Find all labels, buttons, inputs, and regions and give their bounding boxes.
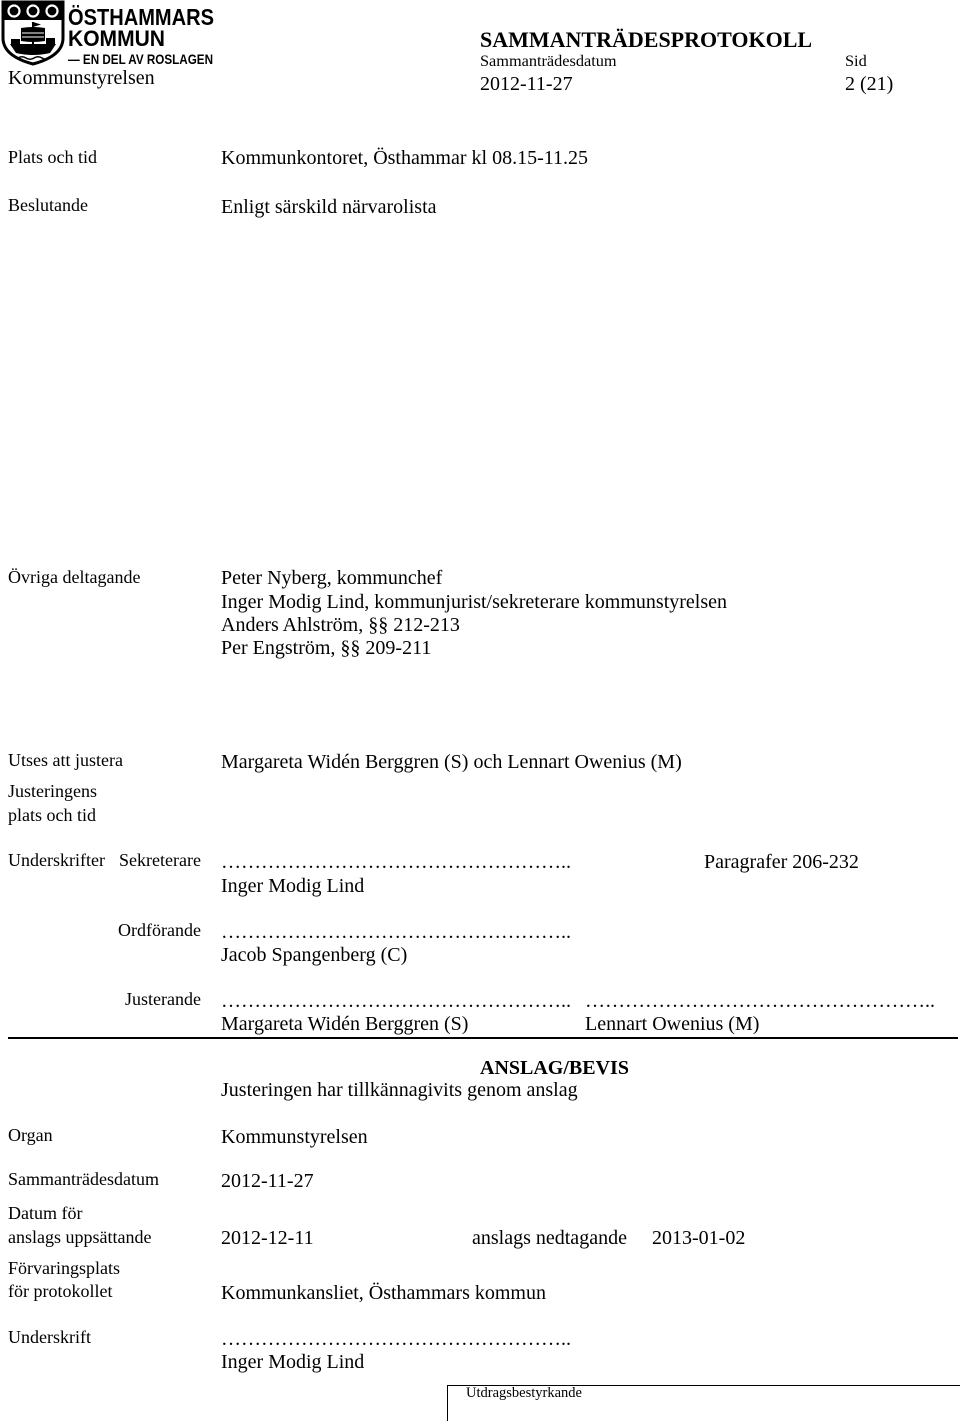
storage-label-line1: Förvaringsplats [8, 1258, 120, 1278]
notice-signature-line: …………………………………………….. [221, 1328, 571, 1350]
adjuster-name: Lennart Owenius (M) [585, 1013, 760, 1035]
notice-organ-label: Organ [8, 1125, 53, 1145]
storage-value: Kommunkansliet, Östhammars kommun [221, 1282, 546, 1304]
certification-box-left-border [447, 1385, 448, 1421]
adjuster-signature-line: …………………………………………….. [585, 990, 935, 1012]
posting-date-label-line1: Datum för [8, 1203, 83, 1223]
deciding-label: Beslutande [8, 195, 88, 215]
posting-date-value: 2012-12-11 [221, 1227, 314, 1249]
coat-of-arms-icon [3, 2, 63, 64]
notice-meeting-date-label: Sammanträdesdatum [8, 1169, 159, 1189]
other-participants-label: Övriga deltagande [8, 567, 141, 587]
municipality-logo [0, 0, 220, 70]
adjustment-place-label-line2: plats och tid [8, 805, 96, 825]
storage-label-line2: för protokollet [8, 1281, 113, 1301]
notice-signer-name: Inger Modig Lind [221, 1351, 365, 1373]
header-date-label: Sammanträdesdatum [480, 51, 617, 70]
notice-title: ANSLAG/BEVIS [480, 1057, 629, 1079]
secretary-name: Inger Modig Lind [221, 875, 365, 897]
posting-date-label-line2: anslags uppsättande [8, 1227, 152, 1247]
chair-name: Jacob Spangenberg (C) [221, 944, 408, 966]
header-organ: Kommunstyrelsen [8, 67, 155, 89]
appointed-adjusters-value: Margareta Widén Berggren (S) och Lennart Owenius (M) [221, 751, 682, 773]
place-time-value: Kommunkontoret, Östhammar kl 08.15-11.25 [221, 147, 588, 169]
participant-line: Inger Modig Lind, kommunjurist/sekreterare kommunstyrelsen [221, 591, 728, 613]
notice-meeting-date-value: 2012-11-27 [221, 1170, 314, 1192]
chair-signature-line: …………………………………………….. [221, 921, 571, 943]
adjuster-signature-line: …………………………………………….. [221, 990, 571, 1012]
secretary-role-label: Sekreterare [119, 850, 201, 870]
section-divider [8, 1037, 958, 1039]
adjusters-role-label: Justerande [125, 989, 201, 1009]
adjuster-name: Margareta Widén Berggren (S) [221, 1013, 469, 1035]
notice-intro: Justeringen har tillkännagivits genom anslag [221, 1079, 578, 1101]
header-page-number: 2 (21) [845, 73, 894, 95]
participant-line: Peter Nyberg, kommunchef [221, 567, 443, 589]
header-page-label: Sid [845, 51, 867, 70]
participant-line: Per Engström, §§ 209-211 [221, 637, 432, 659]
participant-line: Anders Ahlström, §§ 212-213 [221, 614, 460, 636]
extract-certification-label: Utdragsbestyrkande [466, 1385, 582, 1401]
place-time-label: Plats och tid [8, 147, 97, 167]
removal-date-value: 2013-01-02 [652, 1227, 746, 1249]
signatures-label: Underskrifter [8, 850, 105, 870]
document-title: SAMMANTRÄDESPROTOKOLL [480, 27, 813, 52]
deciding-value: Enligt särskild närvarolista [221, 196, 437, 218]
notice-organ-value: Kommunstyrelsen [221, 1126, 368, 1148]
appointed-adjusters-label: Utses att justera [8, 750, 123, 770]
secretary-signature-line: …………………………………………….. [221, 851, 571, 873]
notice-signature-label: Underskrift [8, 1327, 91, 1347]
chair-role-label: Ordförande [118, 920, 201, 940]
logo-tagline: — EN DEL AV ROSLAGEN [68, 51, 213, 67]
logo-name-line1: ÖSTHAMMARS [68, 4, 214, 30]
logo-name-line2: KOMMUN [68, 26, 165, 51]
adjustment-place-label-line1: Justeringens [8, 781, 97, 801]
removal-date-label: anslags nedtagande [472, 1227, 627, 1249]
paragraphs-range: Paragrafer 206-232 [704, 851, 859, 873]
header-date: 2012-11-27 [480, 73, 573, 95]
